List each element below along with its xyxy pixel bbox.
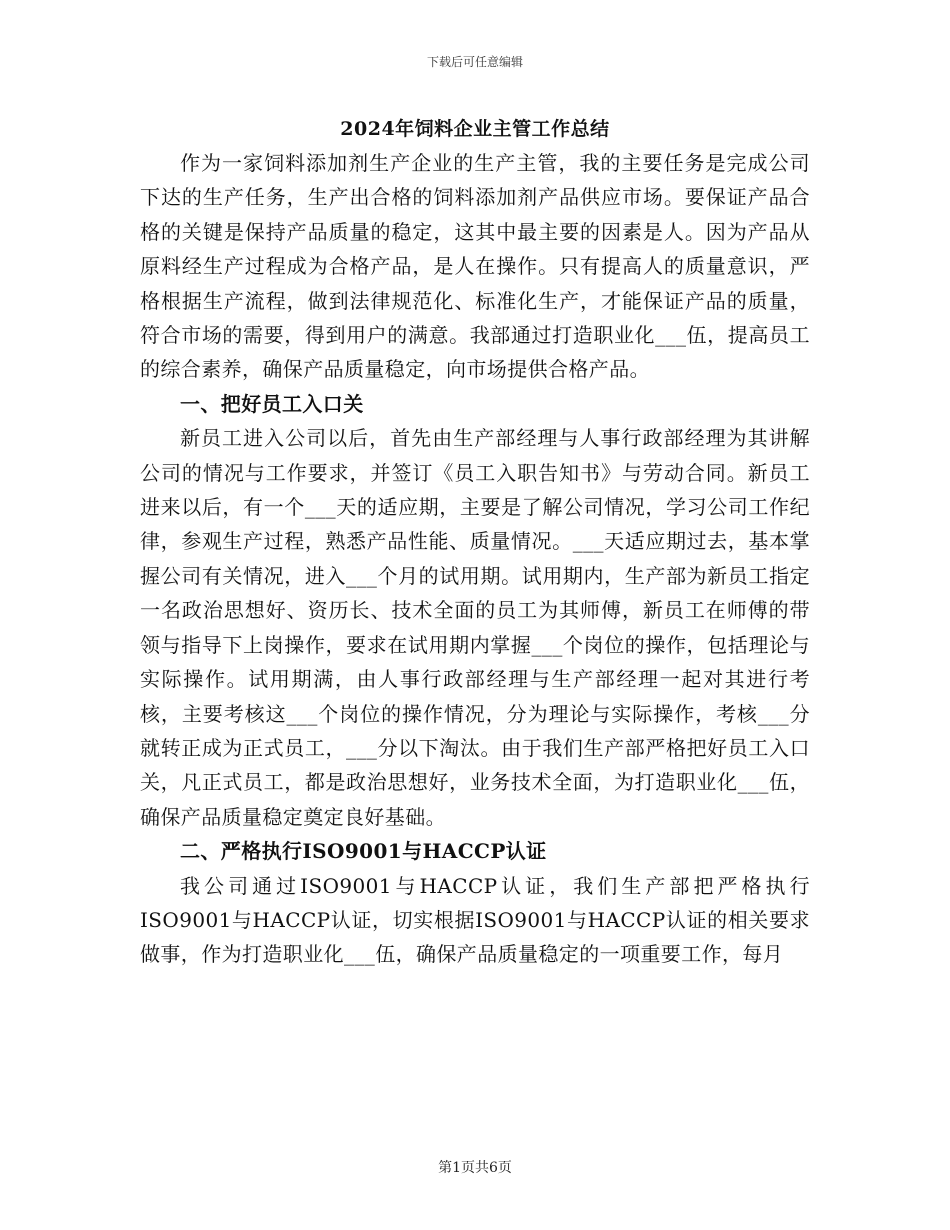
- section-paragraph-2: 我公司通过ISO9001与HACCP认证，我们生产部把严格执行ISO9001与HACCP认证，切实根据ISO9001与HACCP认证的相关要求做事，作为打造职业化___伍，确保产品质量稳定的一项重要工作，每月: [140, 873, 810, 967]
- document-body: [140, 146, 810, 972]
- section-heading-2: 二、严格执行ISO9001与HACCP认证: [180, 839, 547, 864]
- section-heading-1: 一、把好员工入口关: [180, 391, 364, 416]
- header-note: 下载后可任意编辑: [426, 55, 523, 69]
- section-paragraph-1: 新员工进入公司以后，首先由生产部经理与人事行政部经理为其讲解公司的情况与工作要求，并签订《员工入职告知书》与劳动合同。新员工进来以后，有一个___天的适应期，主要是了解公司情况，学习公司工作纪律，参观生产过程，熟悉产品性能、质量情况。___天适应期过去，基本掌握公司有关情况，进入___个月的试用期。试用期内，生产部为新员工指定一名政治思想好、资历长、技术全面的员工为其师傅，新员工在师傅的带领与指导下上岗操作，要求在试用期内掌握___个岗位的操作，包括理论与实际操作。试用期满，由人事行政部经理与生产部经理一起对其进行考核，主要考核这___个岗位的操作情况，分为理论与实际操作，考核___分就转正成为正式员工，___分以下淘汰。由于我们生产部严格把好员工入口关，凡正式员工，都是政治思想好，业务技术全面，为打造职业化___伍，确保产品质量稳定奠定良好基础。: [140, 426, 810, 829]
- document-title: 2024年饲料企业主管工作总结: [340, 118, 610, 140]
- page-footer: 第1页共6页: [438, 1160, 512, 1176]
- intro-paragraph: 作为一家饲料添加剂生产企业的生产主管，我的主要任务是完成公司下达的生产任务，生产出合格的饲料添加剂产品供应市场。要保证产品合格的关键是保持产品质量的稳定，这其中最主要的因素是人。因为产品从原料经生产过程成为合格产品，是人在操作。只有提高人的质量意识，严格根据生产流程，做到法律规范化、标准化生产，才能保证产品的质量，符合市场的需要，得到用户的满意。我部通过打造职业化___伍，提高员工的综合素养，确保产品质量稳定，向市场提供合格产品。: [140, 151, 810, 382]
